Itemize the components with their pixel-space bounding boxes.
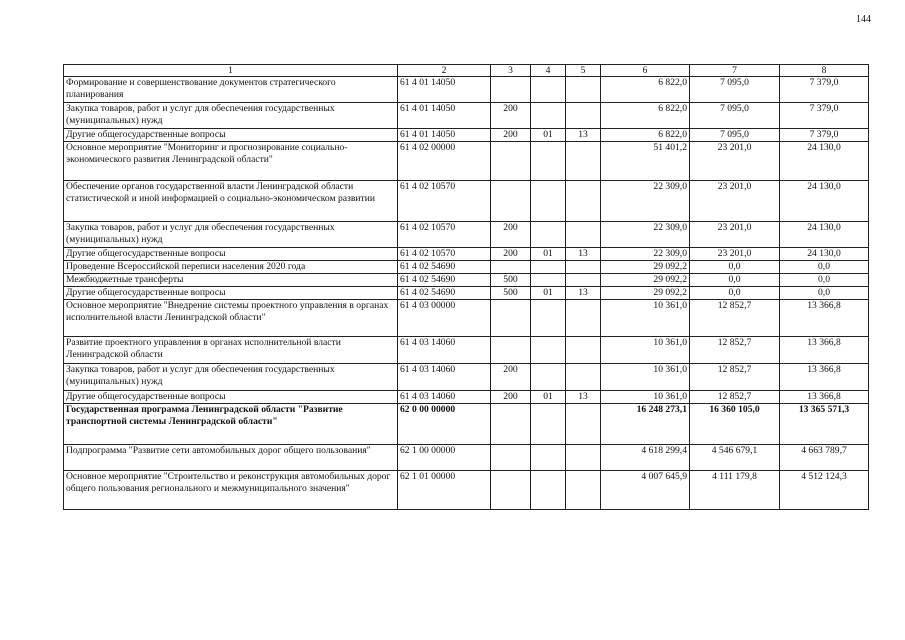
column-number: 1 bbox=[64, 65, 398, 77]
budget-classification-code: 61 4 02 54690 bbox=[398, 287, 491, 300]
amount-year-2: 0,0 bbox=[690, 287, 780, 300]
expense-type-code: 200 bbox=[491, 364, 531, 391]
budget-classification-code: 61 4 02 10570 bbox=[398, 181, 491, 222]
table-row bbox=[64, 364, 869, 391]
amount-year-2: 23 201,0 bbox=[690, 248, 780, 261]
section-code bbox=[531, 404, 566, 445]
amount-year-1: 29 092,2 bbox=[601, 287, 690, 300]
budget-classification-code: 61 4 03 14060 bbox=[398, 364, 491, 391]
amount-year-3: 4 663 789,7 bbox=[780, 445, 869, 471]
amount-year-1: 29 092,2 bbox=[601, 261, 690, 274]
amount-year-2: 12 852,7 bbox=[690, 300, 780, 337]
amount-year-1: 16 248 273,1 bbox=[601, 404, 690, 445]
budget-classification-code: 61 4 02 54690 bbox=[398, 261, 491, 274]
budget-classification-code: 61 4 02 10570 bbox=[398, 248, 491, 261]
amount-year-1: 10 361,0 bbox=[601, 300, 690, 337]
expense-type-code bbox=[491, 181, 531, 222]
expense-type-code: 200 bbox=[491, 129, 531, 142]
expense-type-code: 200 bbox=[491, 222, 531, 248]
table-row bbox=[64, 181, 869, 222]
amount-year-2: 23 201,0 bbox=[690, 142, 780, 181]
amount-year-3: 13 366,8 bbox=[780, 300, 869, 337]
table-row bbox=[64, 287, 869, 300]
budget-classification-code: 62 1 01 00000 bbox=[398, 471, 491, 510]
amount-year-2: 23 201,0 bbox=[690, 181, 780, 222]
table-row bbox=[64, 471, 869, 510]
subsection-code bbox=[566, 142, 601, 181]
section-code bbox=[531, 364, 566, 391]
expense-type-code: 200 bbox=[491, 103, 531, 129]
table-row bbox=[64, 274, 869, 287]
amount-year-3: 0,0 bbox=[780, 274, 869, 287]
amount-year-2: 4 111 179,8 bbox=[690, 471, 780, 510]
table-row bbox=[64, 248, 869, 261]
budget-classification-code: 61 4 02 10570 bbox=[398, 222, 491, 248]
amount-year-2: 0,0 bbox=[690, 261, 780, 274]
amount-year-3: 13 366,8 bbox=[780, 337, 869, 364]
budget-classification-code: 62 1 00 00000 bbox=[398, 445, 491, 471]
budget-classification-code: 61 4 03 00000 bbox=[398, 300, 491, 337]
amount-year-1: 22 309,0 bbox=[601, 181, 690, 222]
subsection-code bbox=[566, 404, 601, 445]
column-number: 6 bbox=[601, 65, 690, 77]
row-name: Закупка товаров, работ и услуг для обеспечения государственных (муниципальных) нужд bbox=[64, 222, 398, 248]
expense-type-code bbox=[491, 142, 531, 181]
row-name: Закупка товаров, работ и услуг для обеспечения государственных (муниципальных) нужд bbox=[64, 103, 398, 129]
expense-type-code bbox=[491, 77, 531, 103]
column-number: 2 bbox=[398, 65, 491, 77]
subsection-code bbox=[566, 77, 601, 103]
amount-year-2: 4 546 679,1 bbox=[690, 445, 780, 471]
expense-type-code bbox=[491, 471, 531, 510]
section-code: 01 bbox=[531, 391, 566, 404]
amount-year-3: 13 365 571,3 bbox=[780, 404, 869, 445]
amount-year-3: 7 379,0 bbox=[780, 129, 869, 142]
table-row bbox=[64, 445, 869, 471]
subsection-code bbox=[566, 445, 601, 471]
amount-year-3: 7 379,0 bbox=[780, 77, 869, 103]
table-row bbox=[64, 300, 869, 337]
subsection-code bbox=[566, 300, 601, 337]
amount-year-3: 24 130,0 bbox=[780, 142, 869, 181]
section-code bbox=[531, 103, 566, 129]
amount-year-2: 12 852,7 bbox=[690, 337, 780, 364]
row-name: Проведение Всероссийской переписи населения 2020 года bbox=[64, 261, 398, 274]
subsection-code bbox=[566, 471, 601, 510]
amount-year-2: 23 201,0 bbox=[690, 222, 780, 248]
expense-type-code bbox=[491, 337, 531, 364]
amount-year-2: 0,0 bbox=[690, 274, 780, 287]
table-row bbox=[64, 391, 869, 404]
expense-type-code bbox=[491, 261, 531, 274]
subsection-code bbox=[566, 364, 601, 391]
section-code bbox=[531, 222, 566, 248]
amount-year-2: 7 095,0 bbox=[690, 77, 780, 103]
table-row bbox=[64, 404, 869, 445]
table-row bbox=[64, 142, 869, 181]
subsection-code bbox=[566, 222, 601, 248]
amount-year-3: 0,0 bbox=[780, 261, 869, 274]
row-name: Другие общегосударственные вопросы bbox=[64, 248, 398, 261]
expense-type-code: 200 bbox=[491, 248, 531, 261]
amount-year-1: 10 361,0 bbox=[601, 391, 690, 404]
row-name: Государственная программа Ленинградской области "Развитие транспортной системы Ленинградской области" bbox=[64, 404, 398, 445]
table-row bbox=[64, 337, 869, 364]
subsection-code bbox=[566, 337, 601, 364]
amount-year-1: 4 007 645,9 bbox=[601, 471, 690, 510]
amount-year-1: 4 618 299,4 bbox=[601, 445, 690, 471]
amount-year-3: 24 130,0 bbox=[780, 181, 869, 222]
amount-year-2: 7 095,0 bbox=[690, 129, 780, 142]
section-code bbox=[531, 337, 566, 364]
row-name: Основное мероприятие "Внедрение системы проектного управления в органах исполнительной власти Ленинградской области" bbox=[64, 300, 398, 337]
row-name: Подпрограмма "Развитие сети автомобильных дорог общего пользования" bbox=[64, 445, 398, 471]
table-row bbox=[64, 129, 869, 142]
amount-year-3: 13 366,8 bbox=[780, 364, 869, 391]
amount-year-1: 51 401,2 bbox=[601, 142, 690, 181]
row-name: Закупка товаров, работ и услуг для обеспечения государственных (муниципальных) нужд bbox=[64, 364, 398, 391]
section-code bbox=[531, 471, 566, 510]
amount-year-3: 13 366,8 bbox=[780, 391, 869, 404]
subsection-code: 13 bbox=[566, 129, 601, 142]
table-row bbox=[64, 103, 869, 129]
column-number: 7 bbox=[690, 65, 780, 77]
amount-year-2: 16 360 105,0 bbox=[690, 404, 780, 445]
subsection-code: 13 bbox=[566, 248, 601, 261]
amount-year-3: 7 379,0 bbox=[780, 103, 869, 129]
budget-classification-code: 62 0 00 00000 bbox=[398, 404, 491, 445]
row-name: Обеспечение органов государственной власти Ленинградской области статистической и иной информацией о социально-экономическом развитии bbox=[64, 181, 398, 222]
budget-classification-code: 61 4 02 54690 bbox=[398, 274, 491, 287]
column-number: 8 bbox=[780, 65, 869, 77]
subsection-code bbox=[566, 181, 601, 222]
table-row bbox=[64, 222, 869, 248]
subsection-code bbox=[566, 103, 601, 129]
budget-table bbox=[63, 64, 869, 510]
amount-year-3: 0,0 bbox=[780, 287, 869, 300]
amount-year-1: 6 822,0 bbox=[601, 77, 690, 103]
subsection-code bbox=[566, 261, 601, 274]
expense-type-code: 500 bbox=[491, 287, 531, 300]
row-name: Межбюджетные трансферты bbox=[64, 274, 398, 287]
budget-classification-code: 61 4 02 00000 bbox=[398, 142, 491, 181]
expense-type-code: 200 bbox=[491, 391, 531, 404]
row-name: Другие общегосударственные вопросы bbox=[64, 129, 398, 142]
amount-year-1: 6 822,0 bbox=[601, 103, 690, 129]
amount-year-2: 12 852,7 bbox=[690, 364, 780, 391]
column-number: 5 bbox=[566, 65, 601, 77]
budget-classification-code: 61 4 01 14050 bbox=[398, 129, 491, 142]
column-number-row bbox=[64, 65, 869, 77]
amount-year-1: 22 309,0 bbox=[601, 222, 690, 248]
budget-classification-code: 61 4 03 14060 bbox=[398, 337, 491, 364]
row-name: Другие общегосударственные вопросы bbox=[64, 287, 398, 300]
section-code bbox=[531, 445, 566, 471]
page-number: 144 bbox=[856, 14, 871, 25]
row-name: Формирование и совершенствование документов стратегического планирования bbox=[64, 77, 398, 103]
amount-year-3: 24 130,0 bbox=[780, 248, 869, 261]
expense-type-code bbox=[491, 445, 531, 471]
row-name: Основное мероприятие "Мониторинг и прогнозирование социально-экономического развития Ленинградской области" bbox=[64, 142, 398, 181]
amount-year-1: 22 309,0 bbox=[601, 248, 690, 261]
row-name: Другие общегосударственные вопросы bbox=[64, 391, 398, 404]
amount-year-3: 24 130,0 bbox=[780, 222, 869, 248]
column-number: 3 bbox=[491, 65, 531, 77]
budget-classification-code: 61 4 01 14050 bbox=[398, 77, 491, 103]
amount-year-2: 12 852,7 bbox=[690, 391, 780, 404]
subsection-code: 13 bbox=[566, 287, 601, 300]
row-name: Развитие проектного управления в органах исполнительной власти Ленинградской области bbox=[64, 337, 398, 364]
section-code: 01 bbox=[531, 129, 566, 142]
section-code bbox=[531, 261, 566, 274]
budget-classification-code: 61 4 03 14060 bbox=[398, 391, 491, 404]
expense-type-code bbox=[491, 404, 531, 445]
subsection-code bbox=[566, 274, 601, 287]
row-name: Основное мероприятие "Строительство и реконструкция автомобильных дорог общего пользования регионального и межмуниципального значения" bbox=[64, 471, 398, 510]
section-code bbox=[531, 77, 566, 103]
amount-year-1: 6 822,0 bbox=[601, 129, 690, 142]
subsection-code: 13 bbox=[566, 391, 601, 404]
amount-year-1: 10 361,0 bbox=[601, 364, 690, 391]
section-code bbox=[531, 181, 566, 222]
amount-year-3: 4 512 124,3 bbox=[780, 471, 869, 510]
section-code: 01 bbox=[531, 248, 566, 261]
budget-classification-code: 61 4 01 14050 bbox=[398, 103, 491, 129]
table-row bbox=[64, 261, 869, 274]
amount-year-1: 29 092,2 bbox=[601, 274, 690, 287]
section-code bbox=[531, 142, 566, 181]
expense-type-code: 500 bbox=[491, 274, 531, 287]
column-number: 4 bbox=[531, 65, 566, 77]
section-code bbox=[531, 300, 566, 337]
amount-year-1: 10 361,0 bbox=[601, 337, 690, 364]
section-code: 01 bbox=[531, 287, 566, 300]
section-code bbox=[531, 274, 566, 287]
table-row bbox=[64, 77, 869, 103]
amount-year-2: 7 095,0 bbox=[690, 103, 780, 129]
expense-type-code bbox=[491, 300, 531, 337]
